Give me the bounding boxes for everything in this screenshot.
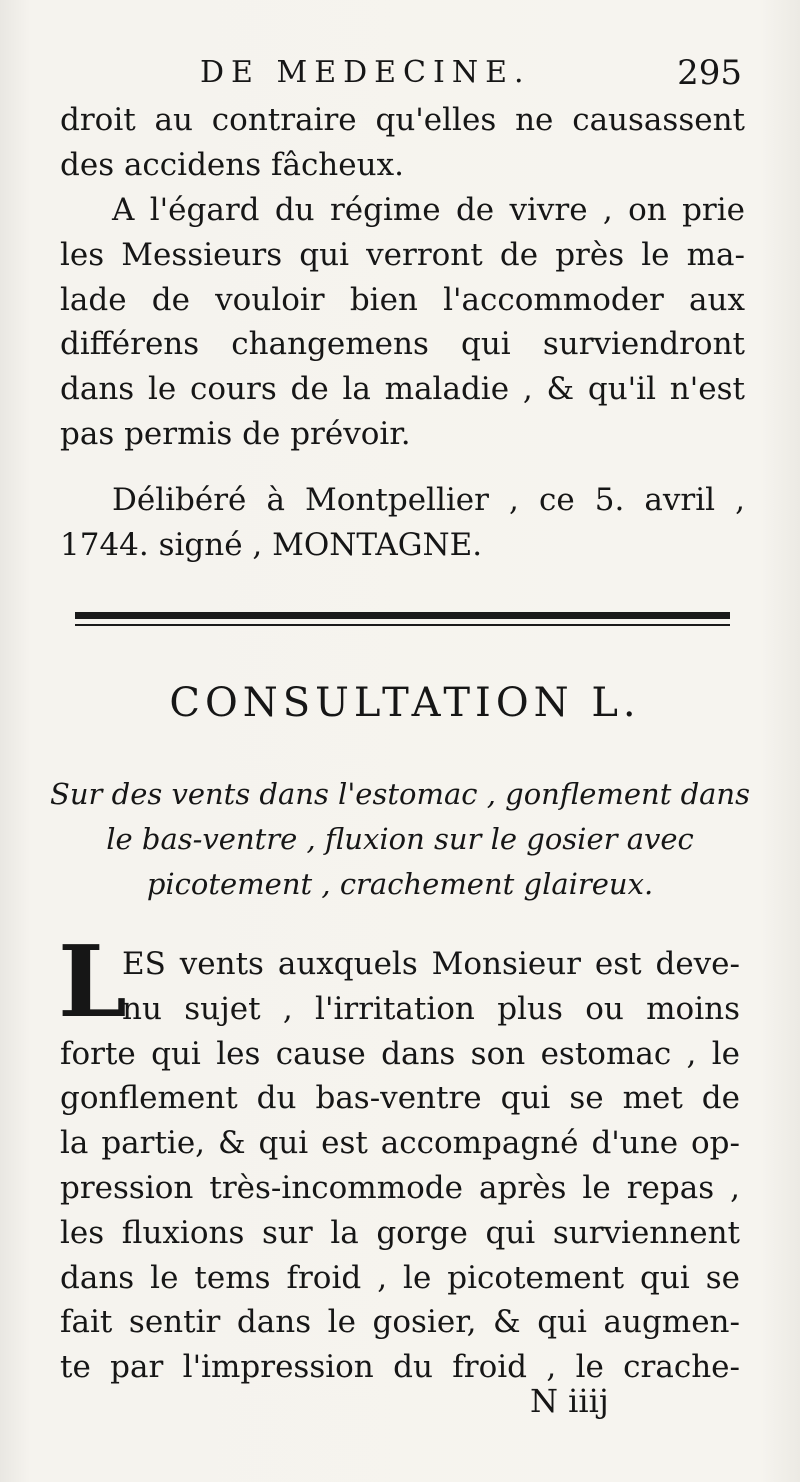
subtitle-line: picotement , crachement glaireux.	[146, 867, 654, 901]
drop-cap: L	[58, 925, 127, 1040]
text-line: gonflement du bas-ventre qui se met de	[60, 1080, 740, 1117]
text-line: les Messieurs qui verront de près le ma-	[60, 236, 745, 273]
section-rule-thick	[75, 612, 730, 619]
text-line: la partie, & qui est accompagné d'une op-	[60, 1125, 740, 1162]
subtitle-line: Sur des vents dans l'estomac , gonflement dans	[50, 777, 750, 811]
subtitle-line: le bas-ventre , fluxion sur le gosier avec	[106, 822, 694, 856]
text-line: pas permis de prévoir.	[60, 415, 411, 452]
signature-mark: N iiij	[530, 1382, 609, 1420]
text-line: les fluxions sur la gorge qui surviennent	[60, 1214, 740, 1251]
text-line: dans le tems froid , le picotement qui se	[60, 1259, 740, 1296]
text-line: Délibéré à Montpellier , ce 5. avril ,	[112, 482, 745, 518]
paragraph-continuation	[60, 98, 745, 188]
consultation-title: CONSULTATION L.	[169, 680, 641, 726]
text-line: ES vents auxquels Monsieur est deve-	[122, 946, 740, 982]
page-header	[60, 55, 750, 100]
text-line: dans le cours de la maladie , & qu'il n'est	[60, 371, 745, 408]
consultation-subtitle	[50, 772, 750, 907]
running-head: DE MEDECINE.	[200, 55, 531, 90]
text-line: droit au contraire qu'elles ne causassent	[60, 102, 745, 138]
consultation-body	[60, 942, 740, 1390]
section-rule-thin	[75, 624, 730, 626]
paragraph-deliberation	[60, 478, 745, 568]
text-line: forte qui les cause dans son estomac , le	[60, 1035, 740, 1072]
text-line: pression très-incommode après le repas ,	[60, 1169, 740, 1206]
text-line: A l'égard du régime de vivre , on prie	[112, 192, 745, 228]
page-number: 295	[677, 53, 742, 93]
signature-line: 1744. signé , MONTAGNE.	[60, 526, 483, 563]
text-line: différens changemens qui surviendront	[60, 326, 745, 363]
text-line: nu sujet , l'irritation plus ou moins	[122, 990, 740, 1027]
text-line: fait sentir dans le gosier, & qui augmen-	[60, 1304, 740, 1341]
text-line: des accidens fâcheux.	[60, 146, 404, 183]
text-line: lade de vouloir bien l'accommoder aux	[60, 281, 745, 318]
text-line: te par l'impression du froid , le crache-	[60, 1349, 740, 1386]
paragraph-regime	[60, 188, 745, 457]
